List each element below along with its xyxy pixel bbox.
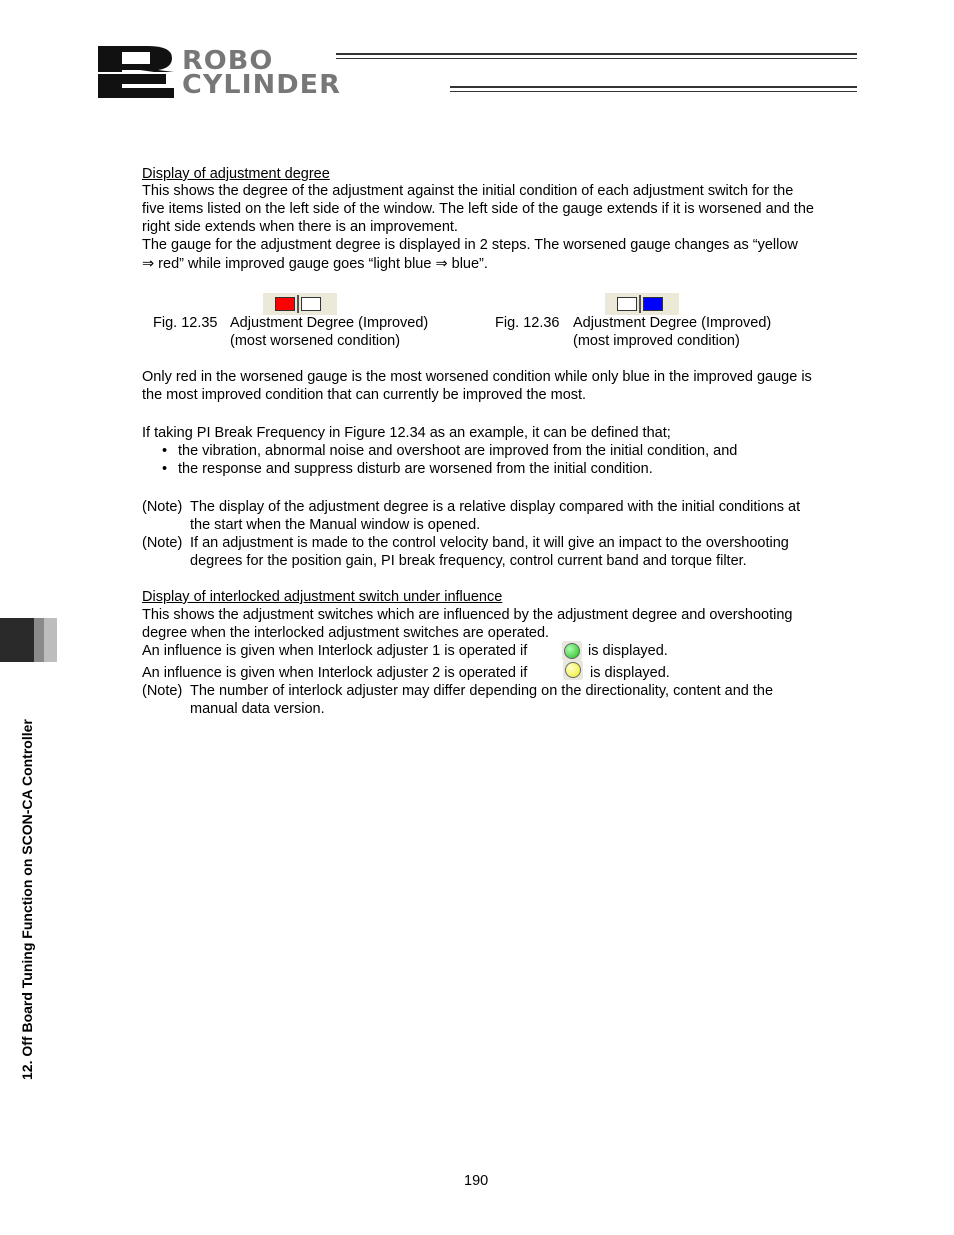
gauge-left-cell — [275, 297, 295, 311]
figure-title: Adjustment Degree (Improved) — [573, 315, 772, 331]
note-text: The number of interlock adjuster may differ depending on the directionality, content and the — [190, 683, 774, 699]
header-rule-top — [336, 53, 857, 55]
gauge-divider — [297, 295, 299, 313]
paragraph-intro: If taking PI Break Frequency in Figure 12.34 as an example, it can be defined that; — [142, 425, 671, 441]
section2-line: degree when the interlocked adjustment switches are operated. — [142, 625, 550, 641]
figure-subtitle: (most worsened condition) — [230, 333, 401, 349]
bullet-item: the vibration, abnormal noise and overshoot are improved from the initial condition, and — [178, 443, 738, 459]
chapter-side-label: 12. Off Board Tuning Function on SCON-CA Controller — [19, 719, 35, 1080]
green-indicator-icon — [562, 641, 582, 661]
note-text: the start when the Manual window is opened. — [190, 517, 481, 533]
chapter-tab-shade — [34, 618, 44, 662]
header-rule-bottom — [450, 86, 857, 88]
note-text: manual data version. — [190, 701, 325, 717]
note-label: (Note) — [142, 535, 183, 551]
logo-word-robo: ROBO — [182, 46, 274, 76]
figure-title: Adjustment Degree (Improved) — [230, 315, 429, 331]
gauge-worsened — [263, 293, 337, 315]
interlock1-suffix: is displayed. — [588, 643, 668, 659]
section1-line: The gauge for the adjustment degree is displayed in 2 steps. The worsened gauge changes as “yellow — [142, 237, 798, 253]
section1-line: five items listed on the left side of the window. The left side of the gauge extends if it is worsened and the — [142, 201, 814, 217]
gauge-left-cell — [617, 297, 637, 311]
logo-word-cylinder: CYLINDER — [182, 70, 341, 100]
gauge-divider — [639, 295, 641, 313]
green-indicator-lamp — [564, 643, 580, 659]
bullet-icon: • — [162, 443, 168, 459]
header-rule-bottom-thin — [450, 91, 857, 92]
note-label: (Note) — [142, 499, 183, 515]
yellow-indicator-icon — [563, 660, 583, 680]
section1-line: right side extends when there is an improvement. — [142, 219, 458, 235]
header-rule-top-thin — [336, 58, 857, 59]
yellow-indicator-lamp — [565, 662, 581, 678]
chapter-tab — [0, 618, 34, 662]
note-label: (Note) — [142, 683, 183, 699]
figure-subtitle: (most improved condition) — [573, 333, 740, 349]
section1-line: ⇒ red” while improved gauge goes “light blue ⇒ blue”. — [142, 256, 488, 272]
bullet-icon: • — [162, 461, 168, 477]
rc-logo — [96, 44, 176, 100]
gauge-right-cell — [301, 297, 321, 311]
section-heading-interlocked: Display of interlocked adjustment switch under influence — [142, 589, 503, 605]
chapter-tab-shade-light — [44, 618, 57, 662]
section2-line: This shows the adjustment switches which are influenced by the adjustment degree and overshooting — [142, 607, 793, 623]
section-heading-adjustment-degree: Display of adjustment degree — [142, 166, 330, 182]
bullet-item: the response and suppress disturb are worsened from the initial condition. — [178, 461, 653, 477]
note-text: The display of the adjustment degree is a relative display compared with the initial conditions at — [190, 499, 801, 515]
figure-number: Fig. 12.36 — [495, 315, 560, 331]
figure-number: Fig. 12.35 — [153, 315, 218, 331]
interlock2-text: An influence is given when Interlock adjuster 2 is operated if — [142, 665, 528, 681]
paragraph-line: the most improved condition that can currently be improved the most. — [142, 387, 587, 403]
page-number: 190 — [464, 1173, 489, 1189]
gauge-right-cell — [643, 297, 663, 311]
interlock1-text: An influence is given when Interlock adjuster 1 is operated if — [142, 643, 528, 659]
section1-line: This shows the degree of the adjustment against the initial condition of each adjustment switch for the — [142, 183, 794, 199]
paragraph-line: Only red in the worsened gauge is the most worsened condition while only blue in the improved gauge is — [142, 369, 812, 385]
note-text: degrees for the position gain, PI break frequency, control current band and torque filter. — [190, 553, 747, 569]
note-text: If an adjustment is made to the control velocity band, it will give an impact to the overshooting — [190, 535, 789, 551]
gauge-improved — [605, 293, 679, 315]
interlock2-suffix: is displayed. — [590, 665, 670, 681]
